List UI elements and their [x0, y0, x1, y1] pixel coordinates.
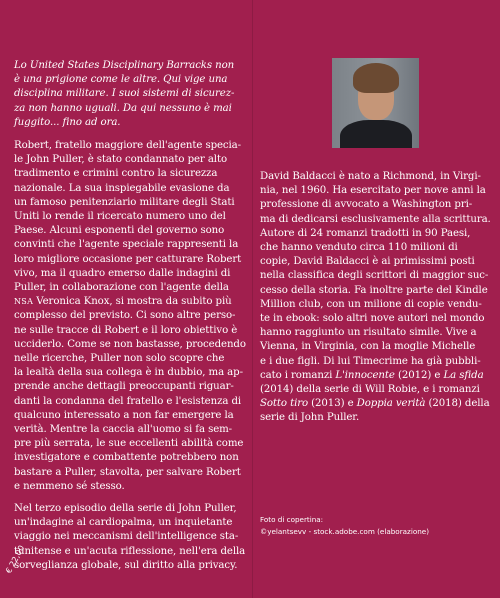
- author-photo-hair: [353, 63, 399, 93]
- author-photo-shirt: [340, 120, 412, 148]
- back-flap-right: [252, 0, 500, 598]
- author-bio: [260, 170, 492, 426]
- book-title-sotto-tiro: Sotto tiro: [260, 398, 309, 410]
- plot-paragraph: [14, 139, 246, 494]
- bio-text-d: (2013) e: [308, 398, 357, 410]
- book-title-doppia-verita: Doppia verità: [356, 398, 426, 410]
- author-photo: [332, 58, 419, 148]
- bio-text-e: (2018) della serie di John Puller.: [260, 398, 490, 424]
- nsa-acronym: NSA: [14, 297, 34, 307]
- closing-paragraph: Nel terzo episodio della serie di John Puller, un'indagine al cardiopalma, un inquietante viaggio nei meccanismi dell'intelligence sta- tunitense e un'acuta riflessione, nell'era della sorveglianza globale, sul diritto alla privacy.: [14, 503, 246, 571]
- plot-text-b: Veronica Knox, si mostra da subito più complesso del previsto. Ci sono altre perso- ne sulle tracce di Robert e il loro obiettivo è ucciderlo. Come se non bastasse, procedendo nelle ricerche, Puller non solo scopre che la lealtà della sua collega è in dubbio, ma ap- prende anche dettagli preoccupanti riguar- danti la condanna del fratello e l'esistenza di qualcuno interessato a non far emergere la verità. Mentre la caccia all'uomo si fa sem- pre più serrata, le sue eccellenti abilità come investigatore e combattente potrebbero non bastare a Puller, stavolta, per salvare Robert e nemmeno sé stesso.: [14, 296, 246, 492]
- book-title-innocente: L'innocente: [335, 369, 395, 381]
- price-label: € 22,00: [4, 543, 27, 575]
- plot-text-a: Robert, fratello maggiore dell'agente specia- le John Puller, è stato condannato per alto tradimento e crimini contro la sicurezza nazionale. La sua inspiegabile evasione da un famoso penitenziario militare degli Stati Uniti lo rende il ricercato numero uno del Paese. Alcuni esponenti del governo sono convinti che l'agente speciale rappresenti la loro migliore occasione per catturare Robert vivo, ma il quadro emerso dalle indagini di Puller, in collaborazione con l'agente della: [14, 140, 242, 294]
- bio-text-a: David Baldacci è nato a Richmond, in Virgi- nia, nel 1960. Ha esercitato per nove anni la professione di avvocato a Washington pri- ma di dedicarsi esclusivamente alla scrittura. Autore di 24 romanzi tradotti in 90 Paesi, che hanno venduto circa 110 milioni di copie, David Baldacci è ai primissimi posti nella classifica degli scrittori di maggior suc- cesso della storia. Fa inoltre parte del Kindle Million club, con un milione di copie vendu- te in ebook: solo altri nove autori nel mondo hanno raggiunto un risultato simile. Vive a Vienna, in Virginia, con la moglie Michelle e i due figli. Di lui Timecrime ha già pubbli- cato i romanzi: [260, 171, 491, 381]
- intro-paragraph: Lo United States Disciplinary Barracks non è una prigione come le altre. Qui vige una disciplina militare. I suoi sistemi di sicurez- za non hanno uguali. Da qui nessuno è mai fuggito... fino ad ora.: [14, 60, 235, 128]
- bio-text-c: (2014) della serie di Will Robie, e i romanzi: [260, 384, 480, 396]
- cover-photo-credits: Foto di copertina: ©yelantsevv - stock.adobe.com (elaborazione): [260, 515, 429, 536]
- bio-text-b: (2012) e: [394, 369, 444, 381]
- book-title-sfida: La sfida: [443, 369, 484, 381]
